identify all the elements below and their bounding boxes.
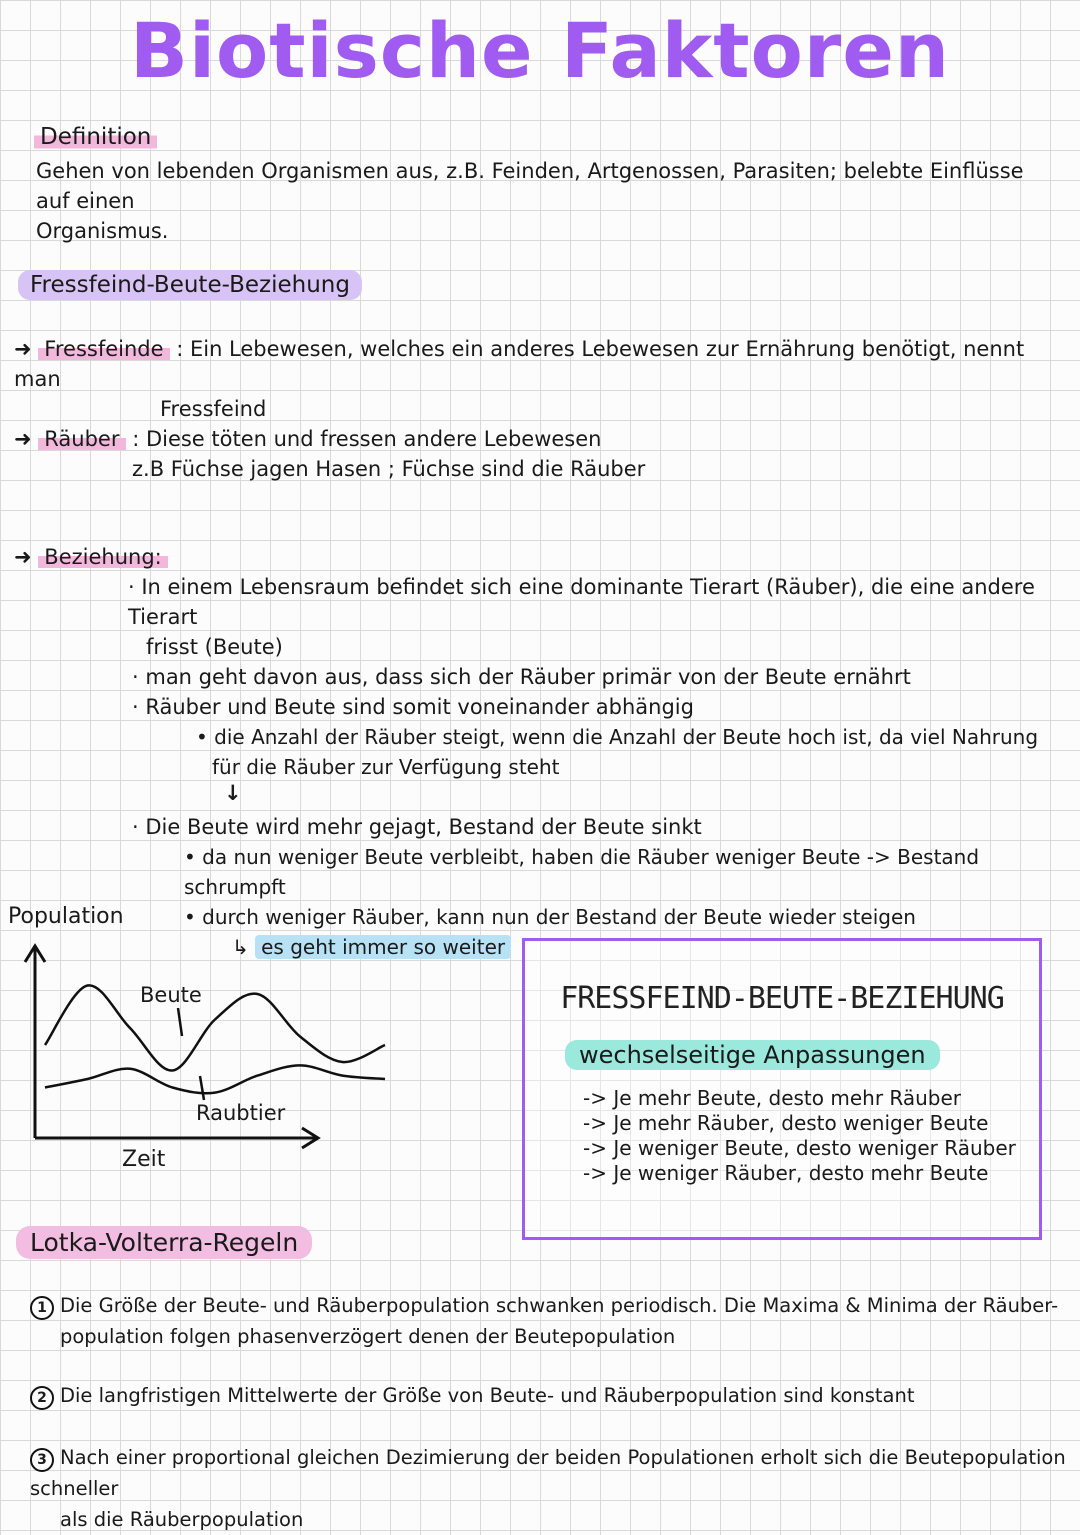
arrow-right-icon: ➜: [14, 545, 32, 569]
beziehung-bullet-1: · In einem Lebensraum befindet sich eine dominante Tierart (Räuber), die eine andere Tierart frisst (Beute): [128, 572, 1058, 662]
definition-text: [36, 156, 1046, 246]
arrow-right-icon: ➜: [14, 427, 32, 451]
beziehung-heading: [14, 542, 168, 572]
fressfeind-heading: [18, 272, 362, 298]
series-label-beute: Beute: [140, 983, 202, 1007]
raeuber-line-1: : Diese töten und fressen andere Lebewesen: [132, 427, 602, 451]
summary-box-list: [583, 1086, 1016, 1186]
series-label-raubtier: Raubtier: [196, 1101, 286, 1125]
beziehung-b4: Die Beute wird mehr gejagt, Bestand der Beute sinkt: [145, 815, 702, 839]
series-label-leader-beute: [178, 1008, 182, 1036]
beziehung-b4-sub-2: durch weniger Räuber, kann nun der Bestand der Beute wieder steigen: [202, 905, 916, 929]
lotka-rule-3: [30, 1442, 1070, 1535]
rule-2-line-1: Die langfristigen Mittelwerte der Größe von Beute- und Räuberpopulation sind konstant: [60, 1384, 915, 1407]
rule-3-line-2: als die Räuberpopulation: [60, 1508, 304, 1531]
definition-heading: [34, 124, 157, 150]
summary-box-subtitle-text: wechselseitige Anpassungen: [565, 1040, 940, 1070]
fressfeinde-line-2: Fressfeind: [160, 397, 267, 421]
chart-ylabel: Population: [8, 904, 124, 929]
arrow-down-icon: ↓: [224, 781, 242, 805]
return-arrow-icon: ↳: [232, 935, 256, 959]
lotka-heading: [16, 1228, 312, 1257]
rule-1-line-1: Die Größe der Beute- und Räuberpopulation schwanken periodisch. Die Maxima & Minima der Räuber-: [60, 1294, 1059, 1317]
beziehung-b4-note: es geht immer so weiter: [255, 935, 511, 959]
lotka-rule-1: [30, 1290, 1070, 1352]
rule-number-2: 2: [30, 1386, 54, 1410]
fressfeinde-line-1: : Ein Lebewesen, welches ein anderes Lebewesen zur Ernährung benötigt, nennt man: [14, 337, 1025, 391]
series-label-leader-raubtier: [200, 1076, 204, 1100]
beziehung-b2: man geht davon aus, dass sich der Räuber primär von der Beute ernährt: [145, 665, 911, 689]
chart-xlabel: Zeit: [122, 1147, 166, 1172]
beziehung-term: Beziehung:: [38, 545, 167, 569]
list-item: -> Je weniger Räuber, desto mehr Beute: [583, 1161, 989, 1185]
summary-box-subtitle: [565, 1041, 940, 1069]
summary-box: [522, 938, 1042, 1240]
list-item: -> Je mehr Beute, desto mehr Räuber: [583, 1086, 962, 1110]
raeuber-line-2: z.B Füchse jagen Hasen ; Füchse sind die Räuber: [132, 457, 646, 481]
beziehung-b3-sub-line-1: die Anzahl der Räuber steigt, wenn die Anzahl der Beute hoch ist, da viel Nahrung: [214, 725, 1039, 749]
definition-line-1: Gehen von lebenden Organismen aus, z.B. Feinden, Artgenossen, Parasiten; belebte Einflüsse auf einen: [36, 159, 1024, 213]
page-title: Biotische Faktoren: [130, 6, 950, 95]
beziehung-b1-line-1: In einem Lebensraum befindet sich eine dominante Tierart (Räuber), die eine andere Tierart: [128, 575, 1035, 629]
beziehung-bullets-2-3: · man geht davon aus, dass sich der Räuber primär von der Beute ernährt · Räuber und Beute sind somit voneinander abhängig • die Anzahl der Räuber steigt, wenn die Anzahl der Beute hoch ist, da viel Nahrung für die Räuber zur Verfügung steht ↓: [132, 662, 1052, 804]
beziehung-b4-sub-1: da nun weniger Beute verbleibt, haben die Räuber weniger Beute -> Bestand schrumpft: [184, 845, 980, 899]
series-line-raubtier: [45, 1065, 385, 1093]
lotka-heading-text: Lotka-Volterra-Regeln: [16, 1226, 312, 1259]
raeuber-block: [14, 424, 1054, 484]
rule-1-line-2: population folgen phasenverzögert denen der Beutepopulation: [60, 1325, 676, 1348]
rule-number-3: 3: [30, 1448, 54, 1472]
series-line-beute: [45, 985, 385, 1070]
rule-3-line-1: Nach einer proportional gleichen Dezimierung der beiden Populationen erholt sich die Beutepopulation schneller: [30, 1446, 1066, 1500]
fressfeind-heading-text: Fressfeind-Beute-Beziehung: [18, 270, 362, 300]
beziehung-b1-line-2: frisst (Beute): [146, 635, 283, 659]
lotka-rule-2: [30, 1380, 1070, 1411]
rule-number-1: 1: [30, 1296, 54, 1320]
raeuber-term: Räuber: [38, 427, 125, 451]
fressfeinde-term: Fressfeinde: [38, 337, 169, 361]
definition-heading-text: Definition: [34, 124, 157, 150]
fressfeinde-block: [14, 334, 1054, 424]
definition-line-2: Organismus.: [36, 219, 169, 243]
beziehung-b3: Räuber und Beute sind somit voneinander abhängig: [145, 695, 694, 719]
beziehung-bullet-4: · Die Beute wird mehr gejagt, Bestand der Beute sinkt • da nun weniger Beute verbleibt, haben die Räuber weniger Beute -> Bestand schrumpft • durch weniger Räuber, kann nun der Bestand der Beute wieder steigen ↳ es geht immer so weiter: [132, 815, 980, 959]
predator-prey-chart: [0, 890, 520, 1190]
list-item: -> Je weniger Beute, desto weniger Räuber: [583, 1136, 1016, 1160]
list-item: -> Je mehr Räuber, desto weniger Beute: [583, 1111, 989, 1135]
beziehung-b3-sub-line-2: für die Räuber zur Verfügung steht: [212, 755, 560, 779]
summary-box-title: FRESSFEIND-BEUTE-BEZIEHUNG: [560, 981, 1004, 1016]
arrow-right-icon: ➜: [14, 337, 32, 361]
